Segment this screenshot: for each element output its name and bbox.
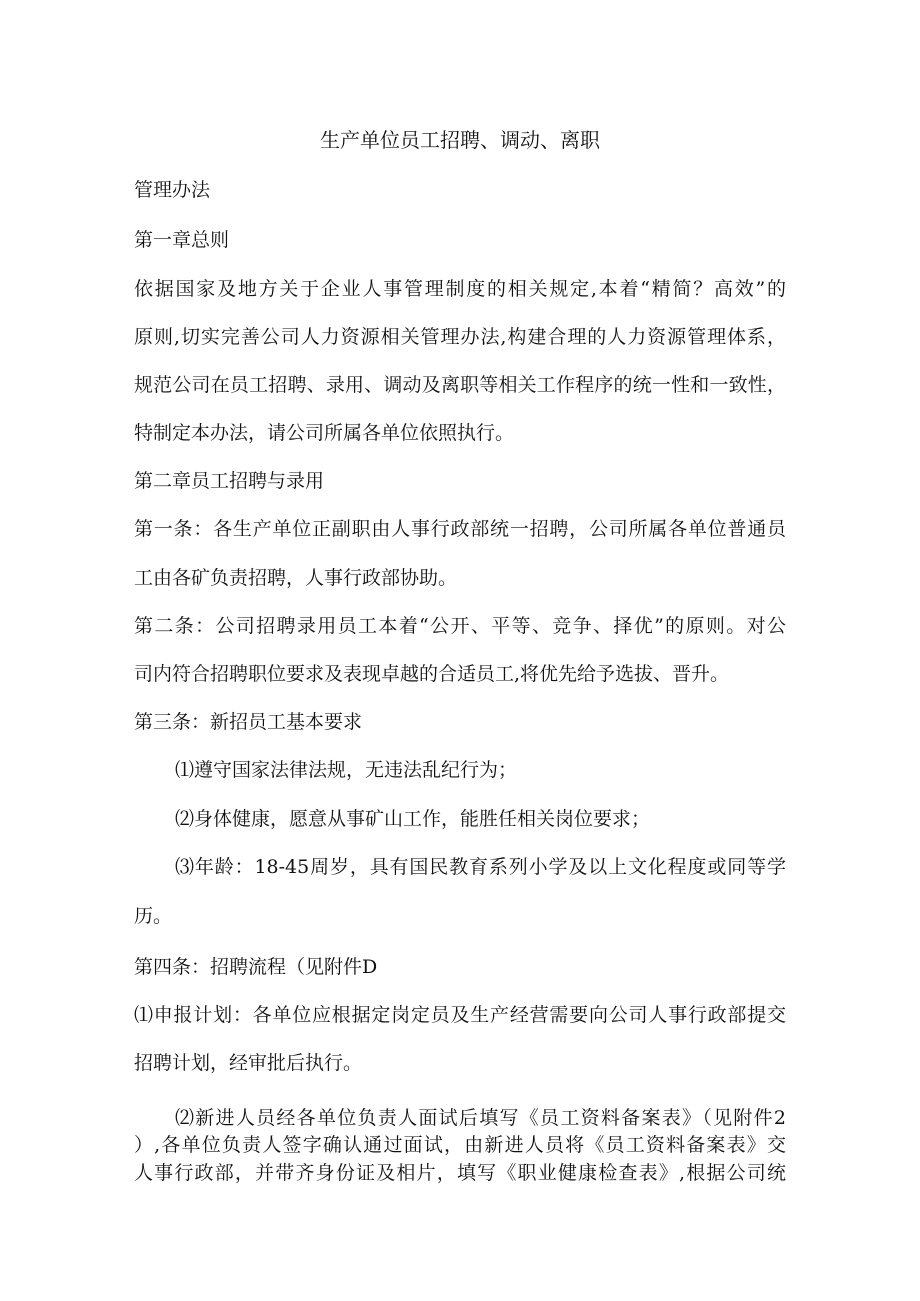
article3-heading: 第三条：新招员工基本要求 — [134, 711, 363, 733]
requirement-item: ⑵身体健康，愿意从事矿山工作，能胜任相关岗位要求； — [175, 808, 651, 830]
article1-line: 第一条：各生产单位正副职由人事行政部统一招聘，公司所属各单位普通员 — [134, 518, 786, 540]
document-subtitle: 管理办法 — [134, 179, 211, 201]
step1-line: ⑴申报计划：各单位应根据定岗定员及生产经营需要向公司人事行政部提交 — [134, 1004, 786, 1026]
article2-line: 第二条：公司招聘录用员工本着“公开、平等、竞争、择优”的原则。对公 — [134, 615, 786, 637]
step2-line: ）,各单位负责人签字确认通过面试，由新进人员将《员工资料备案表》交 — [134, 1134, 786, 1156]
paragraph-line: 原则,切实完善公司人力资源相关管理办法,构建合理的人力资源管理体系， — [134, 326, 786, 348]
requirement-item-continued: 历。 — [134, 905, 173, 927]
paragraph-line: 规范公司在员工招聘、录用、调动及离职等相关工作程序的统一性和一致性， — [134, 374, 786, 396]
document-title: 生产单位员工招聘、调动、离职 — [320, 128, 600, 152]
article1-line: 工由各矿负责招聘，人事行政部协助。 — [134, 567, 458, 589]
step1-line: 招聘计划，经审批后执行。 — [134, 1052, 363, 1074]
step2-line: ⑵新进人员经各单位负责人面试后填写《员工资料备案表》（见附件2 — [175, 1107, 786, 1129]
article4-heading: 第四条：招聘流程（见附件D — [134, 956, 378, 978]
chapter1-heading: 第一章总则 — [134, 229, 230, 251]
step2-line: 人事行政部，并带齐身份证及相片，填写《职业健康检查表》,根据公司统 — [134, 1162, 786, 1184]
article2-line: 司内符合招聘职位要求及表现卓越的合适员工,将优先给予选拔、晋升。 — [134, 663, 730, 685]
chapter2-heading: 第二章员工招聘与录用 — [134, 470, 325, 492]
requirement-item: ⑴遵守国家法律法规，无违法乱纪行为； — [175, 759, 518, 781]
requirement-item: ⑶年龄：18-45周岁，具有国民教育系列小学及以上文化程度或同等学 — [175, 856, 786, 878]
paragraph-line: 依据国家及地方关于企业人事管理制度的相关规定,本着“精简？高效”的 — [134, 278, 786, 300]
paragraph-line: 特制定本办法，请公司所属各单位依照执行。 — [134, 422, 515, 444]
